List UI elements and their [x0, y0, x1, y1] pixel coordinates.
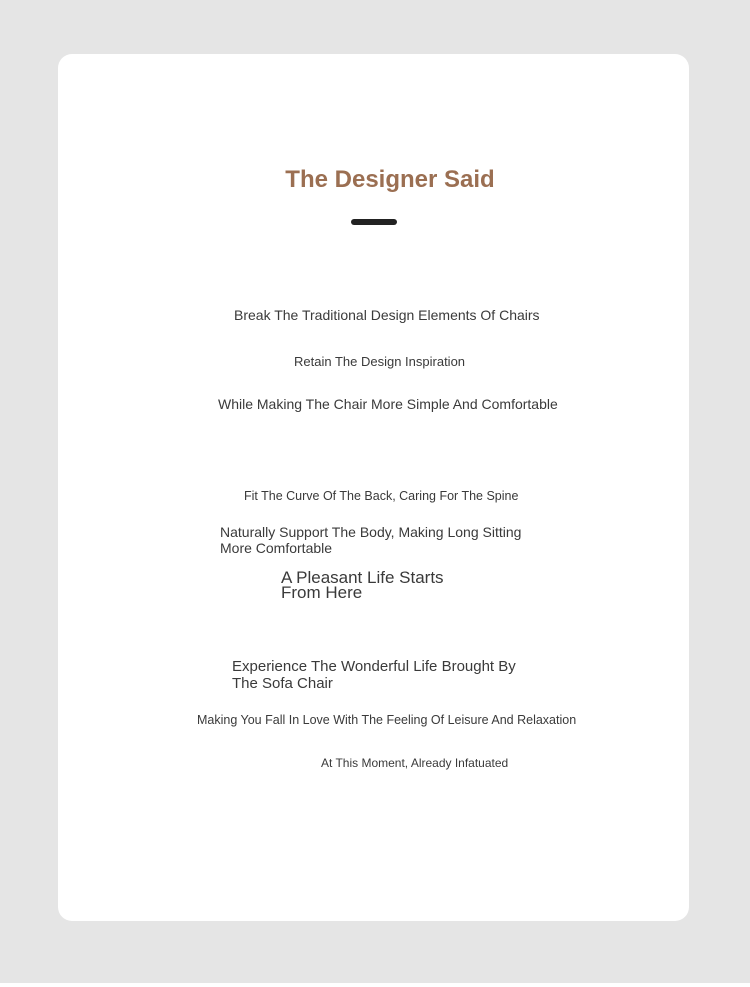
text-line: Experience The Wonderful Life Brought By The Sofa Chair: [232, 658, 516, 692]
text-line: Making You Fall In Love With The Feeling Of Leisure And Relaxation: [197, 713, 577, 727]
text-line: At This Moment, Already Infatuated: [321, 756, 509, 770]
bottom-divider: [0, 983, 750, 987]
page-title: The Designer Said: [285, 166, 495, 193]
subheading: A Pleasant Life Starts From Here: [281, 568, 444, 602]
title-underline: [351, 219, 397, 225]
text-line: Retain The Design Inspiration: [294, 354, 466, 369]
text-line: Fit The Curve Of The Back, Caring For The Spine: [244, 489, 519, 503]
text-line: Break The Traditional Design Elements Of Chairs: [234, 307, 540, 323]
content-card: [58, 54, 689, 921]
text-line: While Making The Chair More Simple And Comfortable: [218, 396, 558, 412]
text-line: Naturally Support The Body, Making Long Sitting More Comfortable: [220, 524, 522, 556]
